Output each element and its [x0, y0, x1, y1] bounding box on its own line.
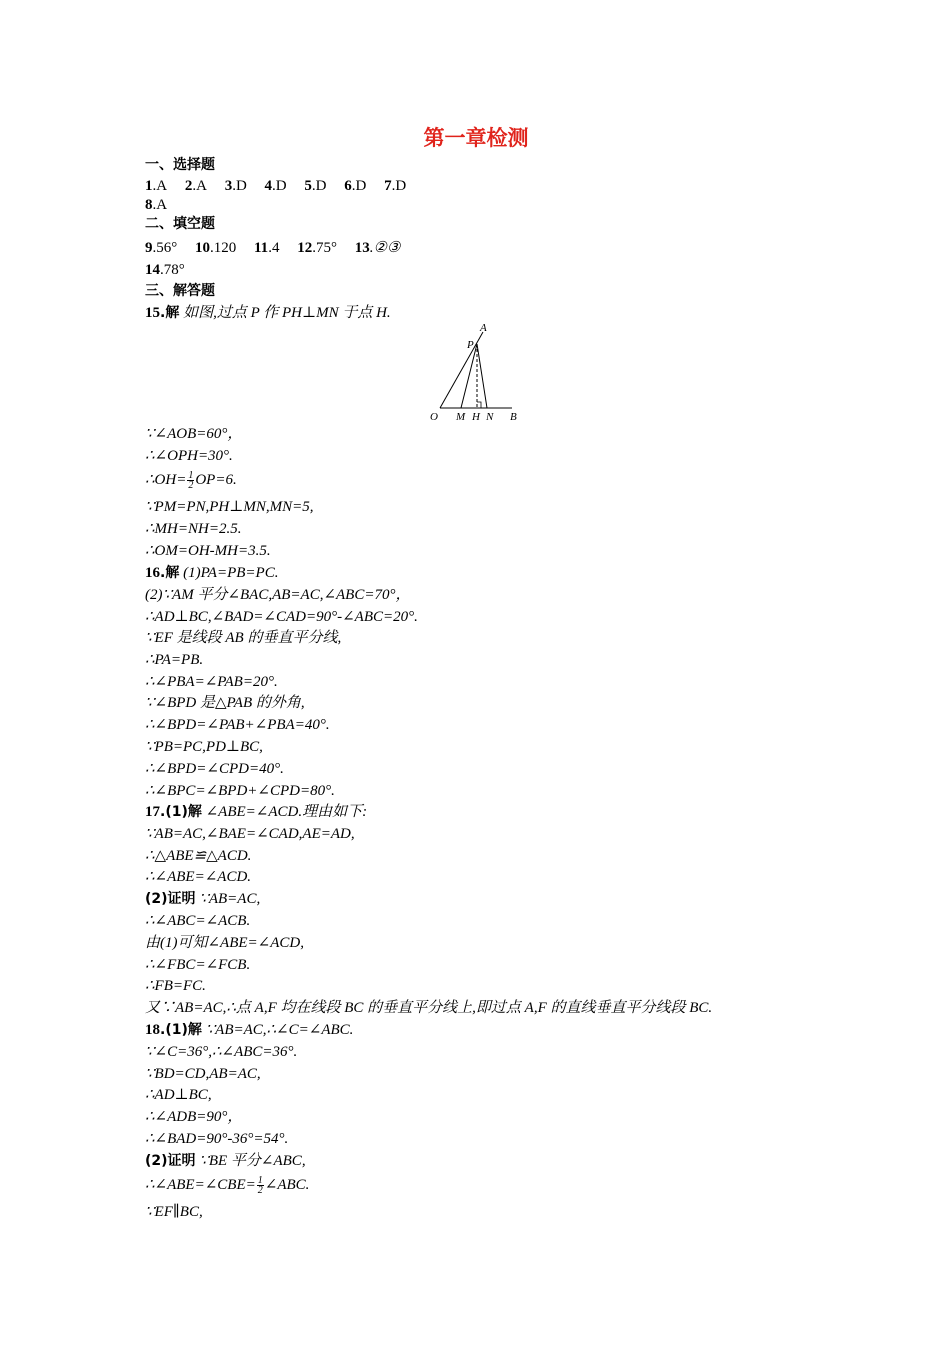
q18-fraction-line: [145, 1175, 309, 1195]
answer-val: .A: [192, 178, 207, 194]
q15-line: ∴MH=NH=2.5.: [145, 521, 242, 537]
q18-line: ∵EF∥BC,: [145, 1204, 203, 1220]
q17-line: ∴∠ABE=∠ACD.: [145, 869, 252, 885]
fill-answers-row-1: [145, 238, 414, 258]
label-a: A: [480, 322, 487, 334]
q15-line: ∵PM=PN,PH⊥MN,MN=5,: [145, 499, 314, 515]
q18-line: ∵BD=CD,AB=AC,: [145, 1066, 261, 1082]
q18-proof-head: [145, 1151, 306, 1171]
q17-line: ∵AB=AC,∠BAE=∠CAD,AE=AD,: [145, 826, 355, 842]
choice-answers-row-1: [145, 176, 420, 196]
answer-num: 3: [224, 178, 233, 194]
question-num: 16: [145, 565, 160, 581]
fraction-denominator: 2: [257, 1185, 263, 1197]
answer-num: 9: [145, 240, 153, 256]
question-text: ∵AB=AC,∴∠C=∠ABC.: [201, 1022, 354, 1038]
section-heading-choice: 一、选择题: [145, 157, 215, 173]
answer-num: 2: [184, 178, 193, 194]
answer-val: .120: [210, 240, 237, 256]
fraction: [187, 471, 194, 490]
q16-line: ∴∠BPD=∠CPD=40°.: [145, 761, 284, 777]
fraction-numerator: 1: [257, 1175, 263, 1187]
question-num: 18: [145, 1022, 160, 1038]
label-b: B: [510, 411, 517, 423]
frac-pre: ∴OH=: [145, 472, 187, 488]
q17-line: 由(1)可知∠ABE=∠ACD,: [145, 935, 304, 951]
q15-line: ∴OM=OH-MH=3.5.: [145, 543, 271, 559]
answer-num: 13: [354, 240, 370, 256]
answer-num: 1: [145, 178, 153, 194]
question-label: .(1)解: [160, 804, 202, 820]
answer-val: .A: [152, 197, 168, 213]
fraction-numerator: 1: [188, 470, 194, 482]
q18-line: ∴AD⊥BC,: [145, 1087, 212, 1103]
answer-val: .56°: [152, 240, 178, 256]
answer-num: 12: [297, 240, 313, 256]
q17-line: ∴∠ABC=∠ACB.: [145, 913, 251, 929]
frac-post: ∠ABC.: [264, 1177, 310, 1193]
q16-line: ∵PB=PC,PD⊥BC,: [145, 739, 263, 755]
section-heading-solve: 三、解答题: [145, 283, 215, 299]
answer-num: 14: [145, 262, 160, 278]
q17-line: ∴△ABE≌△ACD.: [145, 848, 252, 864]
line-pm: [461, 344, 477, 408]
q15-head: [145, 303, 391, 323]
geometry-figure: [425, 320, 525, 425]
question-label: .(1)解: [160, 1022, 202, 1038]
answer-num: 5: [304, 178, 312, 194]
q16-line: ∴∠BPD=∠PAB+∠PBA=40°.: [145, 717, 330, 733]
proof-label: (2)证明: [145, 891, 196, 907]
right-angle-mark: [477, 402, 481, 408]
proof-label: (2)证明: [145, 1153, 196, 1169]
q15-line: ∵∠AOB=60°，: [145, 426, 243, 442]
q17-line: ∴∠FBC=∠FCB.: [145, 957, 251, 973]
q15-line: ∴∠OPH=30°.: [145, 448, 233, 464]
fraction-denominator: 2: [188, 480, 194, 492]
q18-line: ∴∠BAD=90°-36°=54°.: [145, 1131, 289, 1147]
fraction: [257, 1176, 264, 1195]
q16-line: ∵EF 是线段 AB 的垂直平分线,: [145, 630, 342, 646]
page-title: 第一章检测: [423, 126, 529, 150]
answer-val: .D: [351, 178, 367, 194]
q18-line: ∴∠ADB=90°，: [145, 1109, 243, 1125]
q16-line: ∴∠BPC=∠BPD+∠CPD=80°.: [145, 783, 335, 799]
fill-answers-row-2: [145, 260, 185, 280]
q16-line: ∴AD⊥BC,∠BAD=∠CAD=90°-∠ABC=20°.: [145, 609, 418, 625]
q15-fraction-line: [145, 470, 237, 490]
answer-val: .4: [268, 240, 280, 256]
label-p: P: [467, 339, 474, 351]
q18-line: ∵∠C=36°,∴∠ABC=36°.: [145, 1044, 298, 1060]
proof-text: ∵BE 平分∠ABC,: [195, 1153, 306, 1169]
answer-val: .②③: [369, 240, 401, 256]
answer-val: .75°: [312, 240, 337, 256]
answer-val: .D: [311, 178, 327, 194]
label-m: M: [456, 411, 466, 423]
q16-line: ∴∠PBA=∠PAB=20°.: [145, 674, 278, 690]
question-text: ∠ABE=∠ACD.理由如下:: [201, 804, 368, 820]
answer-val: .D: [272, 178, 287, 194]
answer-val: .D: [391, 178, 407, 194]
choice-answers-row-2: [145, 195, 167, 215]
section-heading-fill: 二、填空题: [145, 216, 215, 232]
label-h: H: [472, 411, 480, 423]
answer-num: 6: [344, 178, 352, 194]
answer-num: 7: [384, 178, 392, 194]
question-text: (1)PA=PB=PC.: [179, 565, 279, 581]
frac-post: OP=6.: [195, 472, 237, 488]
q17-line: ∴FB=FC.: [145, 978, 206, 994]
question-label: .解: [160, 565, 180, 581]
answer-val: .A: [152, 178, 168, 194]
q17-proof-head: [145, 889, 260, 909]
answer-num: 11: [254, 240, 269, 256]
question-num: 17: [145, 804, 160, 820]
question-text: 如图,过点 P 作 PH⊥MN 于点 H.: [179, 305, 391, 321]
answer-val: .D: [232, 178, 247, 194]
question-num: 15: [145, 305, 160, 321]
answer-num: 4: [264, 178, 273, 194]
frac-pre: ∴∠ABE=∠CBE=: [145, 1177, 256, 1193]
answer-num: 8: [145, 197, 153, 213]
q18-head: [145, 1020, 353, 1040]
q16-line: (2)∵AM 平分∠BAC,AB=AC,∠ABC=70°，: [145, 587, 411, 603]
q17-head: [145, 802, 367, 822]
label-n: N: [486, 411, 494, 423]
line-pn: [477, 344, 487, 408]
q17-line: 又∵AB=AC,∴点 A,F 均在线段 BC 的垂直平分线上,即过点 A,F 的直线垂直平分线段 BC.: [145, 1000, 713, 1016]
answer-val: .78°: [160, 262, 185, 278]
answer-num: 10: [195, 240, 210, 256]
q16-head: [145, 563, 278, 583]
proof-text: ∵AB=AC,: [195, 891, 261, 907]
q16-line: ∴PA=PB.: [145, 652, 204, 668]
q16-line: ∵∠BPD 是△PAB 的外角,: [145, 695, 305, 711]
question-label: .解: [160, 305, 180, 321]
label-o: O: [430, 411, 438, 423]
